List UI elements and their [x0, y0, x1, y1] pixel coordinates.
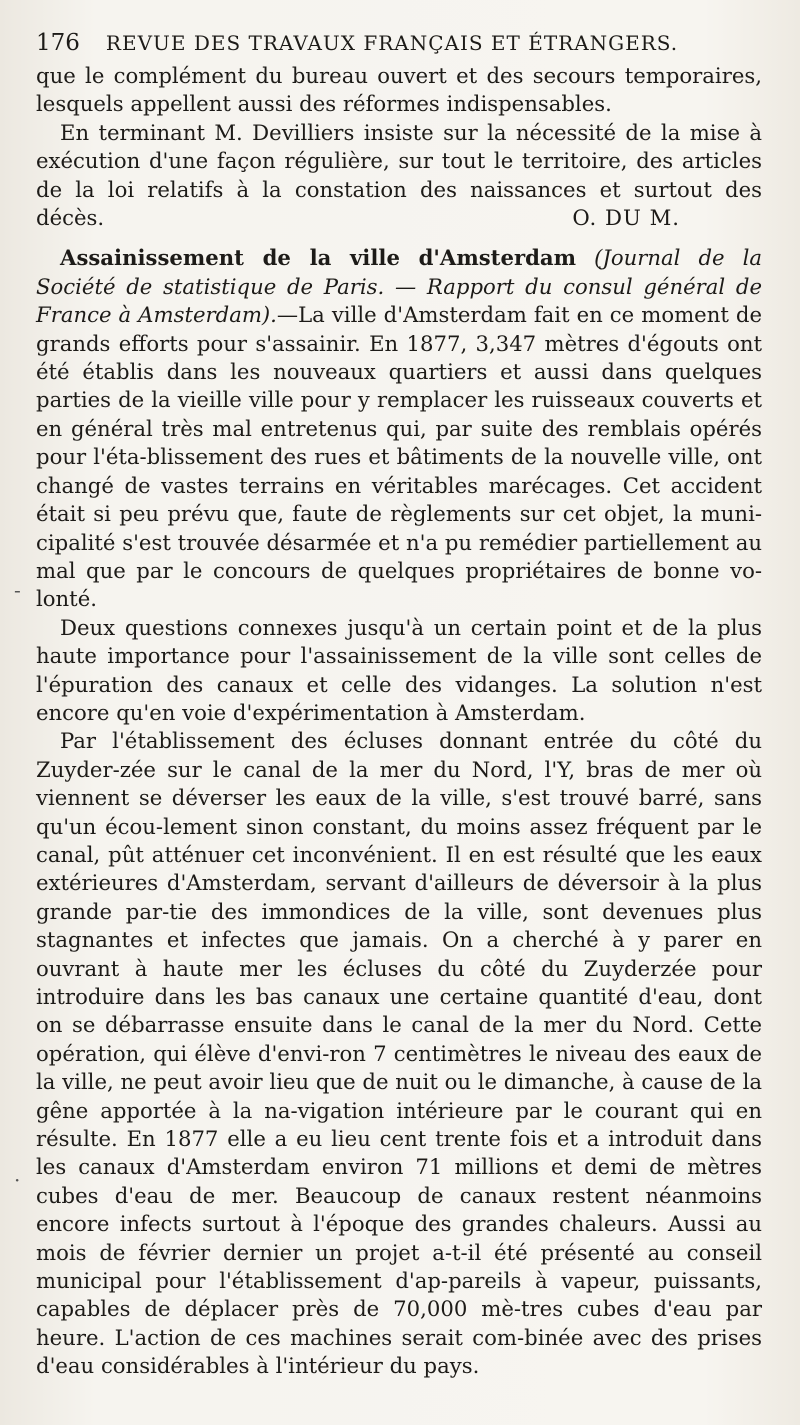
author-signature: O. DU M.: [572, 205, 680, 231]
margin-dot: ·: [14, 1168, 21, 1192]
article-first-paragraph: [36, 244, 762, 613]
intro-line-1: que le complément du bureau ouvert et des secours temporaires,: [36, 63, 762, 88]
closing-word: décès.: [36, 205, 105, 231]
page-body: [36, 62, 762, 1381]
intro-line-2: lesquels appellent aussi des réformes indispensables.: [36, 91, 612, 117]
running-title: REVUE DES TRAVAUX FRANÇAIS ET ÉTRANGERS.: [105, 31, 679, 55]
article-paragraph-3: Par l'établissement des écluses donnant entrée du côté du Zuyder-zée sur le canal de la mer du Nord, l'Y, bras de mer où viennent se déverser les eaux de la ville, s'est trouvé barré, sans qu'un écou-lement sinon constant, du moins assez fréquent par le canal, pût atténuer cet inconvénient. Il en est résulté que les eaux extérieures d'Amsterdam, servant d'ailleurs de déversoir à la plus grande par-tie des immondices de la ville, sont devenues plus stagnantes et infectes que jamais. On a cherché à y parer en ouvrant à haute mer les écluses du côté du Zuyderzée pour introduire dans les bas canaux une certaine quantité d'eau, dont on se débarrasse ensuite dans le canal de la mer du Nord. Cette opération, qui élève d'envi-ron 7 centimètres le niveau des eaux de la ville, ne peut avoir lieu que de nuit ou le dimanche, à cause de la gêne apportée à la na-vigation intérieure par le courant qui en résulte. En 1877 elle a eu lieu cent trente fois et a introduit dans les canaux d'Amsterdam environ 71 millions et demi de mètres cubes d'eau de mer. Beaucoup de canaux restent néanmoins encore infects surtout à l'époque des grandes chaleurs. Aussi au mois de février dernier un projet a-t-il été présenté au conseil municipal pour l'établissement d'ap-pareils à vapeur, puissants, capables de déplacer près de 70,000 mè-tres cubes d'eau par heure. L'action de ces machines serait com-binée avec des prises d'eau considérables à l'intérieur du pays.: [36, 728, 762, 1379]
article-paragraph-2: Deux questions connexes jusqu'à un certain point et de la plus haute importance pour l'assainissement de la ville sont celles de l'épuration des canaux et celle des vidanges. La solution n'est encore qu'en voie d'expérimentation à Amsterdam.: [36, 614, 762, 725]
signature-line: [36, 204, 762, 232]
article-source: (Journal de la Société de statistique de Paris. — Rapport du consul général de France à Amsterdam).: [36, 245, 762, 328]
devilliers-paragraph: En terminant M. Devilliers insiste sur la nécessité de la mise à exécution d'une façon régulière, sur tout le territoire, des articles de la loi relatifs à la constation des naissances et surtout des: [36, 119, 762, 202]
running-header: [36, 30, 762, 56]
page-number: 176: [36, 30, 80, 56]
section-gap: [36, 232, 762, 244]
margin-dash: -: [14, 578, 21, 602]
article-title: Assainissement de la ville d'Amsterdam: [60, 245, 577, 271]
article-paragraph-1: —La ville d'Amsterdam fait en ce moment de grands efforts pour s'assainir. En 1877, 3,347 mètres d'égouts ont été établis dans les nouveaux quartiers et aussi dans quelques parties de la vieille ville pour y remplacer les ruisseaux couverts et en général très mal entretenus qui, par suite des remblais opérés pour l'éta-blissement des rues et bâtiments de la nouvelle ville, ont changé de vastes terrains en véritables marécages. Cet accident était si peu prévu que, faute de règlements sur cet objet, la muni-cipalité s'est trouvée désarmée et n'a pu remédier partiellement au mal que par le concours de quelques propriétaires de bonne vo-lonté.: [36, 302, 762, 612]
